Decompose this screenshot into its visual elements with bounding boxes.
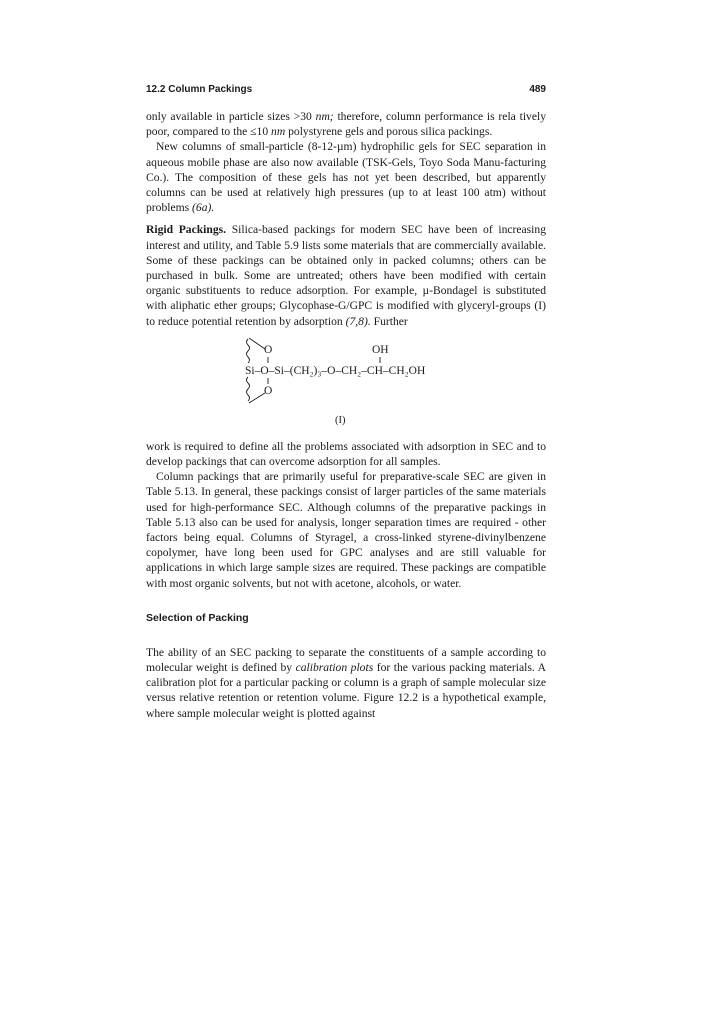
paragraph-rigid-packings: Rigid Packings. Silica-based packings for modern SEC have been of increasing interest and utility, and Table 5.9 lists some materials that are commercially available. Some of these packings can be obtained only in packed columns; others can be purchased in bulk. Some are untreated; others have been modified with certain organic substituents to reduce adsorption. For example, µ-Bondagel is substituted with aliphatic ether groups; Glycophase-G/GPC is modified with glyceryl-groups (I) to reduce potential retention by adsorption (7,8). Further xyxy=(146,223,546,328)
group-oh: OH xyxy=(372,343,389,356)
paragraph-selection: The ability of an SEC packing to separate the constituents of a sample according to molecular weight is defined by calibration plots for the various packing materials. A calibration plot for a particular packing or column is a graph of sample molecular size versus relative retention or retention volume. Figure 12.2 is a hypothetical example, where sample molecular weight is plotted against xyxy=(146,645,546,720)
structure-chain: Si–O–Si–(CH₂)₃–O–CH₂–CH–CH₂OH xyxy=(245,364,426,377)
section-heading: Selection of Packing xyxy=(146,611,249,624)
page-number: 489 xyxy=(529,84,546,95)
paragraph-hydrophilic-gels: New columns of small-particle (8-12-µm) hydrophilic gels for SEC separation in aqueous mobile phase are also now available (TSK-Gels, Toyo Soda Manu-facturing Co.). The composition of these gels has not yet been described, but apparently columns can be used at relatively high pressures (up to at least 100 atm) without problems (6a). xyxy=(146,140,546,215)
paragraph-further-work: work is required to define all the problems associated with adsorption in SEC and to develop packings that can overcome adsorption for all samples. xyxy=(146,439,546,469)
chemical-structure-I xyxy=(146,331,546,439)
paragraph-preparative: Column packings that are primarily useful for preparative-scale SEC are given in Table 5.13. In general, these packings consist of larger particles of the same materials used for high-performance SEC. Although columns of the preparative packings in Table 5.13 also can be used for analysis, longer separation times are required - other factors being equal. Columns of Styragel, a cross-linked styrene-divinylbenzene copolymer, have long been used for GPC analyses and are still valuable for applications in which large sample sizes are required. These packings are compatible with most organic solvents, but not with acetone, alcohols, or water. xyxy=(146,470,546,590)
runin-heading: Rigid Packings. xyxy=(146,223,227,237)
running-head xyxy=(146,84,546,98)
structure-bonds xyxy=(146,331,546,439)
section-title: 12.2 Column Packings xyxy=(146,84,253,95)
atom-o-top: O xyxy=(264,343,273,356)
paragraph-continued: only available in particle sizes >30 nm; therefore, column performance is rela tively poor, compared to the ≤10 nm polystyrene gels and porous silica packings. xyxy=(146,110,546,139)
book-page xyxy=(146,84,546,721)
structure-label: (I) xyxy=(335,414,346,426)
atom-o-bottom: O xyxy=(264,384,273,397)
